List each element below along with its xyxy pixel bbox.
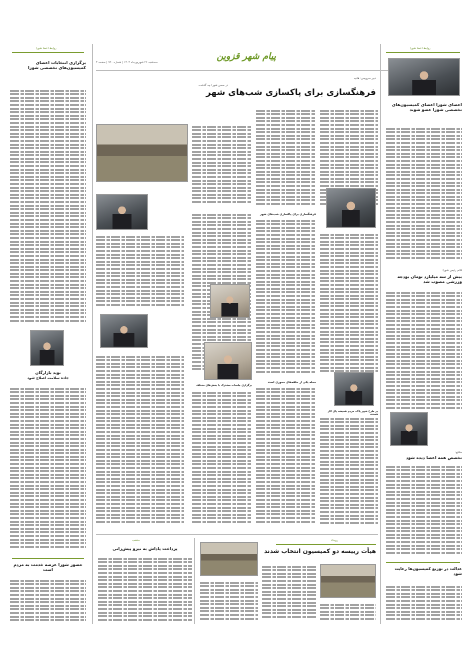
main-story bbox=[96, 74, 378, 532]
bottom-left-tag: منتخب bbox=[132, 538, 140, 542]
main-person-photo-1 bbox=[326, 188, 376, 228]
bottom-col-3 bbox=[200, 580, 258, 622]
right-person-photo-1 bbox=[388, 58, 460, 96]
right-mid-kicker: قائم رئیس شورا: bbox=[441, 268, 462, 272]
right-lower-headline: تخصص همه اعضا دیده شود bbox=[405, 455, 462, 460]
bottom-divider bbox=[194, 538, 195, 624]
bottom-story bbox=[96, 536, 378, 628]
left-tag: روابط اعضا شورا bbox=[36, 46, 57, 50]
main-col-5 bbox=[320, 232, 378, 378]
left-divider bbox=[92, 44, 93, 624]
left-tag-bar bbox=[12, 52, 84, 53]
right-tag-bar bbox=[386, 52, 460, 53]
left-body-2 bbox=[10, 386, 86, 556]
left-bottom-bar bbox=[12, 558, 84, 559]
left-person-subcaption: جاده سلامت اصلاح شود bbox=[27, 376, 69, 380]
bottom-meeting-photo-1 bbox=[320, 564, 376, 598]
main-person-photo-3 bbox=[210, 284, 250, 318]
right-body-4 bbox=[386, 584, 462, 624]
right-headline: اعضای شورا اعضای کمیسیون‌های تخصصی شورا عضو شوند bbox=[391, 102, 462, 112]
bottom-col-1 bbox=[262, 564, 316, 620]
main-kicker-left: در صحن شورا چه گذشت bbox=[198, 83, 228, 87]
main-col-11 bbox=[96, 354, 184, 526]
right-body-1 bbox=[386, 126, 462, 262]
main-subhead-1: فرهنگسازی برای پاکسازی شب‌های شهر bbox=[260, 212, 316, 216]
logo bbox=[206, 44, 276, 64]
right-body-2 bbox=[386, 290, 462, 412]
right-lower-kicker: منافع: bbox=[455, 450, 462, 454]
bottom-tag: رویداد bbox=[331, 538, 338, 542]
bottom-left-headline: پرداخت پاداش به نیرو پیش‌رانی bbox=[112, 546, 178, 551]
main-col-9 bbox=[320, 416, 378, 526]
bottom-col-2 bbox=[320, 602, 376, 622]
right-mid-headline: بیش از سه میلیارد تومان بودجه ورزشی مصوب شد bbox=[397, 274, 462, 284]
left-bottom-headline: حضور شورا عرصه خدمت به مردم است bbox=[13, 562, 83, 572]
left-headline: برگزاری انتخابات اعضای کمیسیون‌های تخصصی شورا bbox=[27, 60, 86, 70]
main-meeting-photo bbox=[96, 124, 188, 182]
bottom-tag-bar bbox=[276, 544, 376, 545]
right-divider bbox=[380, 44, 381, 624]
main-subhead-3: در طرح شهر پاک، مردم همیشه پای کار هستند bbox=[327, 410, 378, 416]
right-tag: روابط اعضا شورا bbox=[410, 46, 431, 50]
bottom-meeting-photo-2 bbox=[200, 542, 258, 576]
right-column bbox=[384, 44, 464, 634]
main-col-2 bbox=[256, 108, 316, 208]
left-body-3 bbox=[10, 578, 86, 624]
right-bottom-headline: عدالت در توزیع کمیسیون‌ها رعایت شود bbox=[394, 566, 462, 576]
bottom-headline: هیأت رییسه دو کمیسیون انتخاب شدند bbox=[264, 548, 376, 555]
left-person-caption: نوید بازارگان bbox=[35, 370, 61, 375]
main-col-7 bbox=[96, 234, 184, 310]
left-column bbox=[6, 44, 90, 634]
main-person-photo-6 bbox=[334, 372, 374, 406]
date-line: سه‌شنبه ۲۶ شهریورماه ۱۴۰۴ | شماره ۹۲۰ | صفحه ۴ bbox=[96, 60, 158, 64]
main-person-photo-2 bbox=[96, 194, 148, 230]
right-body-3 bbox=[386, 464, 462, 558]
right-person-photo-2 bbox=[390, 412, 428, 446]
main-person-photo-4 bbox=[100, 314, 148, 348]
main-subhead-4: برگزاری جلسات مشترک با بخش‌های مختلف bbox=[196, 384, 252, 387]
left-body-1 bbox=[10, 88, 86, 328]
main-col-10 bbox=[192, 390, 252, 526]
main-col-4 bbox=[256, 218, 316, 378]
main-headline: فرهنگسازی برای پاکسازی شب‌های شهر bbox=[205, 88, 376, 98]
main-col-3 bbox=[192, 124, 252, 208]
logo-text: پیام شهر قزوین bbox=[216, 52, 276, 62]
header-rule bbox=[96, 70, 426, 71]
main-person-photo-5 bbox=[204, 342, 252, 380]
main-subhead-2: محله یکی از حلقه‌های محوری است bbox=[267, 380, 316, 384]
right-bottom-bar bbox=[386, 562, 460, 563]
main-col-8 bbox=[256, 386, 316, 526]
bottom-rule bbox=[96, 534, 378, 535]
left-person-photo bbox=[30, 330, 64, 366]
main-kicker-right: دبیر سرویس: هانیه bbox=[353, 76, 376, 80]
bottom-left-body bbox=[98, 556, 192, 622]
